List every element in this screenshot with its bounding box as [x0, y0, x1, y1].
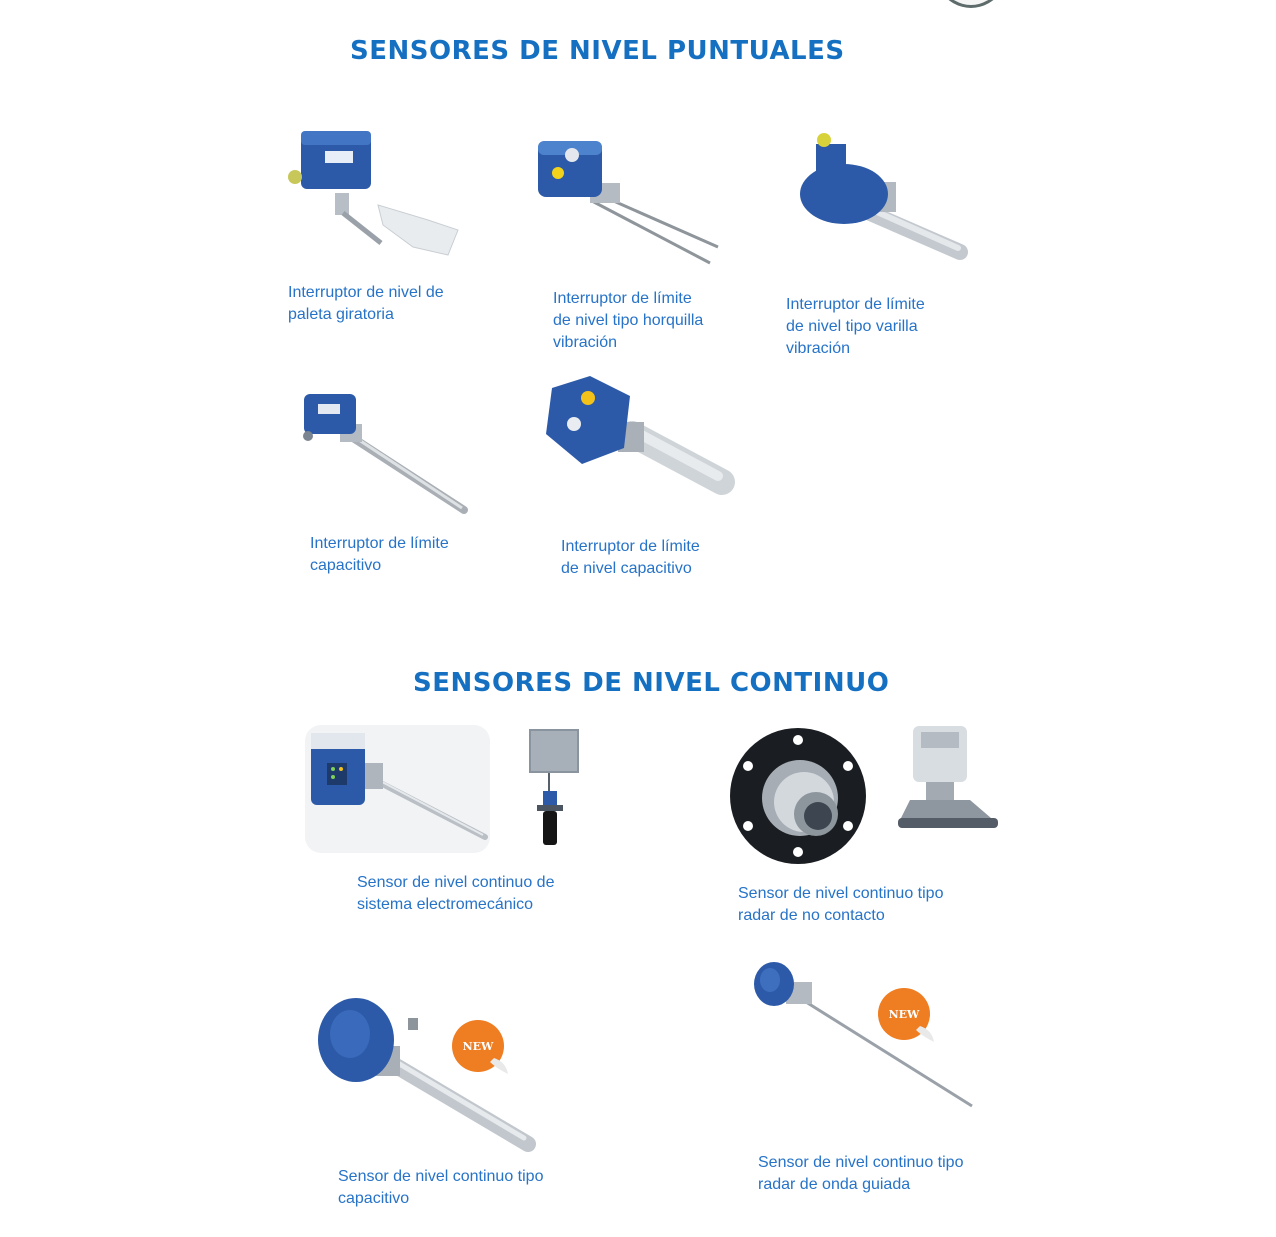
caption-vibrating-rod: Interruptor de límite de nivel tipo varilla vibración [786, 296, 925, 357]
caption-capacitive-level-limit: Interruptor de límite de nivel capacitivo [561, 538, 700, 577]
caption-capacitive-continuous: Sensor de nivel continuo tipo capacitivo [338, 1168, 544, 1207]
section-title-continuous-level: SENSORES DE NIVEL CONTINUO [413, 668, 890, 698]
caption-non-contact-radar: Sensor de nivel continuo tipo radar de no contacto [738, 885, 944, 924]
new-badge-capacitive [450, 1018, 510, 1078]
caption-tuning-fork: Interruptor de límite de nivel tipo horquilla vibración [553, 290, 704, 351]
guided-wave-radar-level-sensor-image [750, 960, 980, 1110]
caption-capacitive-limit: Interruptor de límite capacitivo [310, 535, 449, 574]
capacitive-continuous-level-sensor-image [316, 990, 546, 1160]
caption-guided-wave-radar: Sensor de nivel continuo tipo radar de onda guiada [758, 1154, 964, 1193]
non-contact-radar-level-sensor-image [728, 724, 998, 869]
capacitive-level-limit-switch-image [542, 372, 742, 502]
decorative-corner-circle [925, 0, 1017, 8]
new-badge-guided-wave [876, 986, 936, 1046]
rotating-paddle-level-switch-image [283, 125, 463, 265]
caption-rotating-paddle: Interruptor de nivel de paleta giratoria [288, 284, 444, 323]
electromechanical-level-sensor-image [305, 725, 590, 855]
tuning-fork-level-switch-image [530, 135, 730, 275]
capacitive-limit-switch-image [296, 390, 476, 520]
svg-text:NEW: NEW [888, 1008, 920, 1021]
caption-electromechanical: Sensor de nivel continuo de sistema electromecánico [357, 874, 555, 913]
svg-text:NEW: NEW [462, 1040, 494, 1053]
vibrating-rod-level-switch-image [798, 130, 978, 270]
section-title-point-level: SENSORES DE NIVEL PUNTUALES [350, 36, 845, 66]
